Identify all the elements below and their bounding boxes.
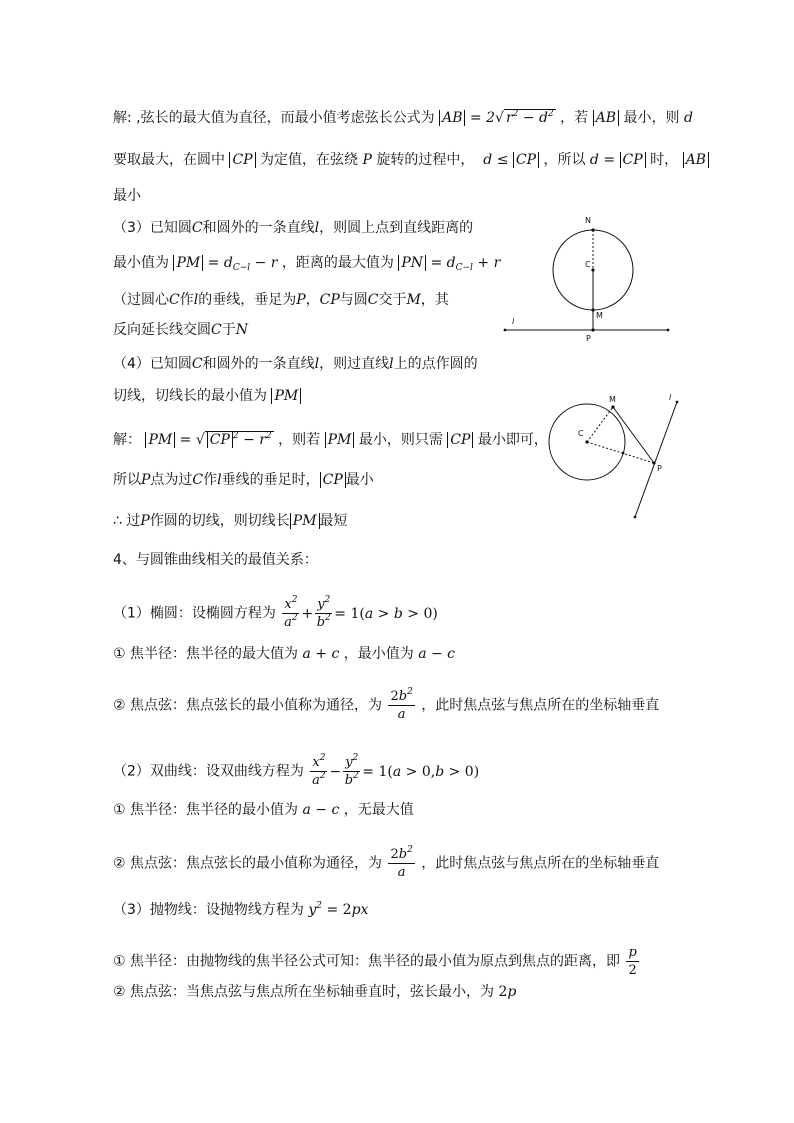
parabola-focal-chord	[113, 982, 516, 1002]
math-pm: PM	[271, 388, 301, 404]
latus-rectum: $\frac{2b^2}{a}$	[390, 687, 413, 722]
text: 解：	[113, 432, 141, 448]
text: （4）已知圆	[113, 356, 192, 372]
math-ab: AB	[683, 152, 709, 168]
math-p: P	[362, 152, 372, 168]
text: 交于	[378, 292, 407, 308]
text: ② 焦点弦：焦点弦长的最小值称为通径，为	[113, 697, 382, 714]
solution-line-2	[113, 150, 709, 170]
text: ，距离的最大值为	[281, 255, 394, 271]
text: ① 焦半径：焦半径的最小值为	[113, 802, 299, 818]
text: ，所以	[543, 152, 586, 168]
item4-line-1	[113, 354, 478, 374]
figure-circle-line	[495, 210, 685, 350]
item4-line-2	[113, 386, 301, 406]
solution-line-1	[113, 108, 693, 128]
text: （过圆心	[113, 292, 169, 308]
math-tangent-formula: PM = √ CP $^2 - r^2$	[145, 432, 273, 448]
math-c: C	[169, 292, 180, 308]
math-l: l	[217, 472, 222, 488]
text: 作	[203, 472, 218, 488]
text: 最小	[113, 188, 141, 204]
math-n: N	[235, 322, 248, 338]
math-c: C	[191, 220, 203, 236]
text: 为定值，在弦绕	[260, 152, 359, 168]
text: ，此时焦点弦与焦点所在的坐标轴垂直	[421, 855, 660, 872]
text: 和圆外的一条直线	[202, 220, 315, 236]
text: 所以	[113, 472, 141, 488]
label-c: C	[578, 429, 584, 438]
text: 最小，则只需	[358, 432, 443, 448]
text: ，其	[420, 292, 449, 308]
point-m	[591, 308, 594, 311]
text: （3）已知圆	[113, 220, 192, 236]
label-p: P	[657, 464, 662, 473]
parabola-focal-radius	[113, 944, 641, 979]
math-cp: CP	[229, 152, 255, 168]
ellipse-equation: $\frac{x^2}{a^2}$ + $\frac{y^2}{b^2}$ = 1(a > b > 0)	[284, 595, 438, 630]
tangent-mp	[613, 407, 654, 463]
point-p	[652, 461, 655, 464]
item3-line-1	[113, 218, 473, 238]
text: ，则过直线	[319, 356, 390, 372]
math-l: l	[314, 356, 320, 372]
text: ，无最大值	[343, 802, 414, 818]
text: ，则若	[278, 432, 321, 448]
text: （2）双曲线：设双曲线方程为	[113, 763, 304, 780]
text: 作	[179, 292, 194, 308]
text: 解: ,弦长的最大值为直径，而最小值考虑弦长公式为	[113, 110, 435, 126]
math-d: d	[683, 110, 693, 126]
math-cp: CP	[447, 432, 473, 448]
text: ，则圆上点到直线距离的	[319, 220, 474, 236]
item3-line-4	[113, 320, 248, 340]
text: 于	[221, 322, 236, 338]
label-l: l	[512, 317, 515, 326]
label-n: N	[585, 216, 591, 225]
text: 作圆的切线，则切线长	[149, 513, 290, 529]
item4-line-5	[113, 511, 348, 531]
math-c: C	[367, 292, 379, 308]
label-m: M	[609, 395, 616, 404]
hyperbola-equation: $\frac{x^2}{a^2}$ − $\frac{y^2}{b^2}$ = 1(a > 0,b > 0)	[312, 753, 480, 788]
latus-rectum: $\frac{2b^2}{a}$	[390, 845, 413, 880]
math: a − c	[418, 646, 456, 662]
intersect-point	[622, 452, 625, 455]
section4-title: 4、与圆锥曲线相关的最值关系：	[113, 552, 318, 568]
item3-line-2	[113, 253, 500, 273]
math-c: C	[211, 322, 222, 338]
text: （1）椭圆：设椭圆方程为	[113, 605, 276, 622]
text: ② 焦点弦：焦点弦长的最小值称为通径，为	[113, 855, 382, 872]
math-p: P	[140, 513, 150, 529]
text: 切线，切线长的最小值为	[113, 388, 267, 404]
text: 时，	[650, 152, 679, 168]
text: ，此时焦点弦与焦点所在的坐标轴垂直	[421, 697, 660, 714]
segment-cm	[587, 407, 613, 442]
text: 最小，则	[623, 110, 680, 126]
text: ，若	[560, 110, 589, 126]
math: a + c	[302, 646, 340, 662]
math-c: C	[191, 356, 203, 372]
text: ∴ 过	[113, 513, 141, 529]
text: ，最小值为	[343, 646, 414, 662]
text: ① 焦半径：焦半径的最大值为	[113, 646, 299, 662]
math: a − c	[302, 802, 340, 818]
math-pm: PM	[290, 513, 320, 529]
math-pm: PM	[325, 432, 355, 448]
endpoint-left	[504, 329, 507, 332]
ellipse-focal-radius	[113, 644, 455, 664]
math-m: M	[406, 292, 421, 308]
math-max-distance: PN = $d_{C-l} + r$	[398, 255, 500, 271]
point-m	[611, 405, 614, 408]
math-cp: CP	[320, 472, 346, 488]
math-l: l	[314, 220, 320, 236]
chord-length-formula: AB = 2√ $r^2 - d^2$	[439, 110, 556, 126]
text: ② 焦点弦：当焦点弦与焦点所在坐标轴垂直时，弦长最小，为	[113, 984, 494, 1000]
item3-line-3	[113, 290, 449, 310]
point-c	[585, 440, 588, 443]
math-eq: d = CP	[590, 152, 646, 168]
text: 垂线的垂足时，	[221, 472, 320, 488]
ellipse-focal-chord	[113, 688, 659, 723]
text: 旋转的过程中，	[376, 152, 475, 168]
solution-line-3	[113, 186, 141, 206]
label-c: C	[585, 260, 591, 269]
figure-tangent	[545, 390, 695, 525]
ellipse-heading	[113, 596, 438, 631]
text: 要取最大，在圆中	[113, 152, 225, 168]
hyperbola-focal-radius	[113, 800, 414, 820]
math-min-distance: PM = $d_{C-l} - r$	[173, 255, 277, 271]
label-m: M	[596, 311, 603, 320]
math-l: l	[193, 292, 199, 308]
math-ab: AB	[593, 110, 619, 126]
math-c: C	[192, 472, 204, 488]
text: 最小值为	[113, 255, 169, 271]
item4-line-3	[113, 430, 548, 450]
text: ，	[305, 292, 320, 308]
text: 和圆外的一条直线	[202, 356, 315, 372]
parabola-heading	[113, 900, 368, 920]
label-l: l	[669, 393, 672, 402]
half-p: $\frac{p}{2}$	[628, 945, 637, 978]
text: 最短	[319, 513, 348, 529]
math-l: l	[389, 356, 394, 372]
hyperbola-focal-chord	[113, 846, 659, 881]
text: 的垂线，垂足为	[198, 292, 297, 308]
endpoint-right	[667, 329, 670, 332]
text: 点为过	[150, 472, 193, 488]
endpoint-top	[676, 401, 679, 404]
text: 与圆	[339, 292, 368, 308]
hyperbola-heading	[113, 754, 479, 789]
label-p: P	[586, 334, 591, 343]
math-p: P	[296, 292, 306, 308]
text: （3）抛物线：设抛物线方程为	[113, 902, 304, 918]
item4-line-4	[113, 470, 374, 490]
math: 2p	[498, 984, 517, 1000]
text: 最小	[345, 472, 374, 488]
math-ineq: d ≤ CP	[479, 152, 539, 168]
point-p	[591, 328, 594, 331]
math-cp: CP	[319, 292, 340, 308]
text: ① 焦半径：由抛物线的焦半径公式可知：焦半径的最小值为原点到焦点的距离，即	[113, 953, 620, 970]
point-n	[591, 228, 594, 231]
math-p: P	[141, 472, 151, 488]
text: 反向延长线交圆	[113, 322, 211, 338]
point-c	[591, 268, 594, 271]
text: 最小即可，	[477, 432, 548, 448]
parabola-equation: $y^2 = 2px$	[308, 901, 369, 918]
endpoint-bottom	[634, 516, 637, 519]
text: 上的点作圆的	[393, 356, 478, 372]
